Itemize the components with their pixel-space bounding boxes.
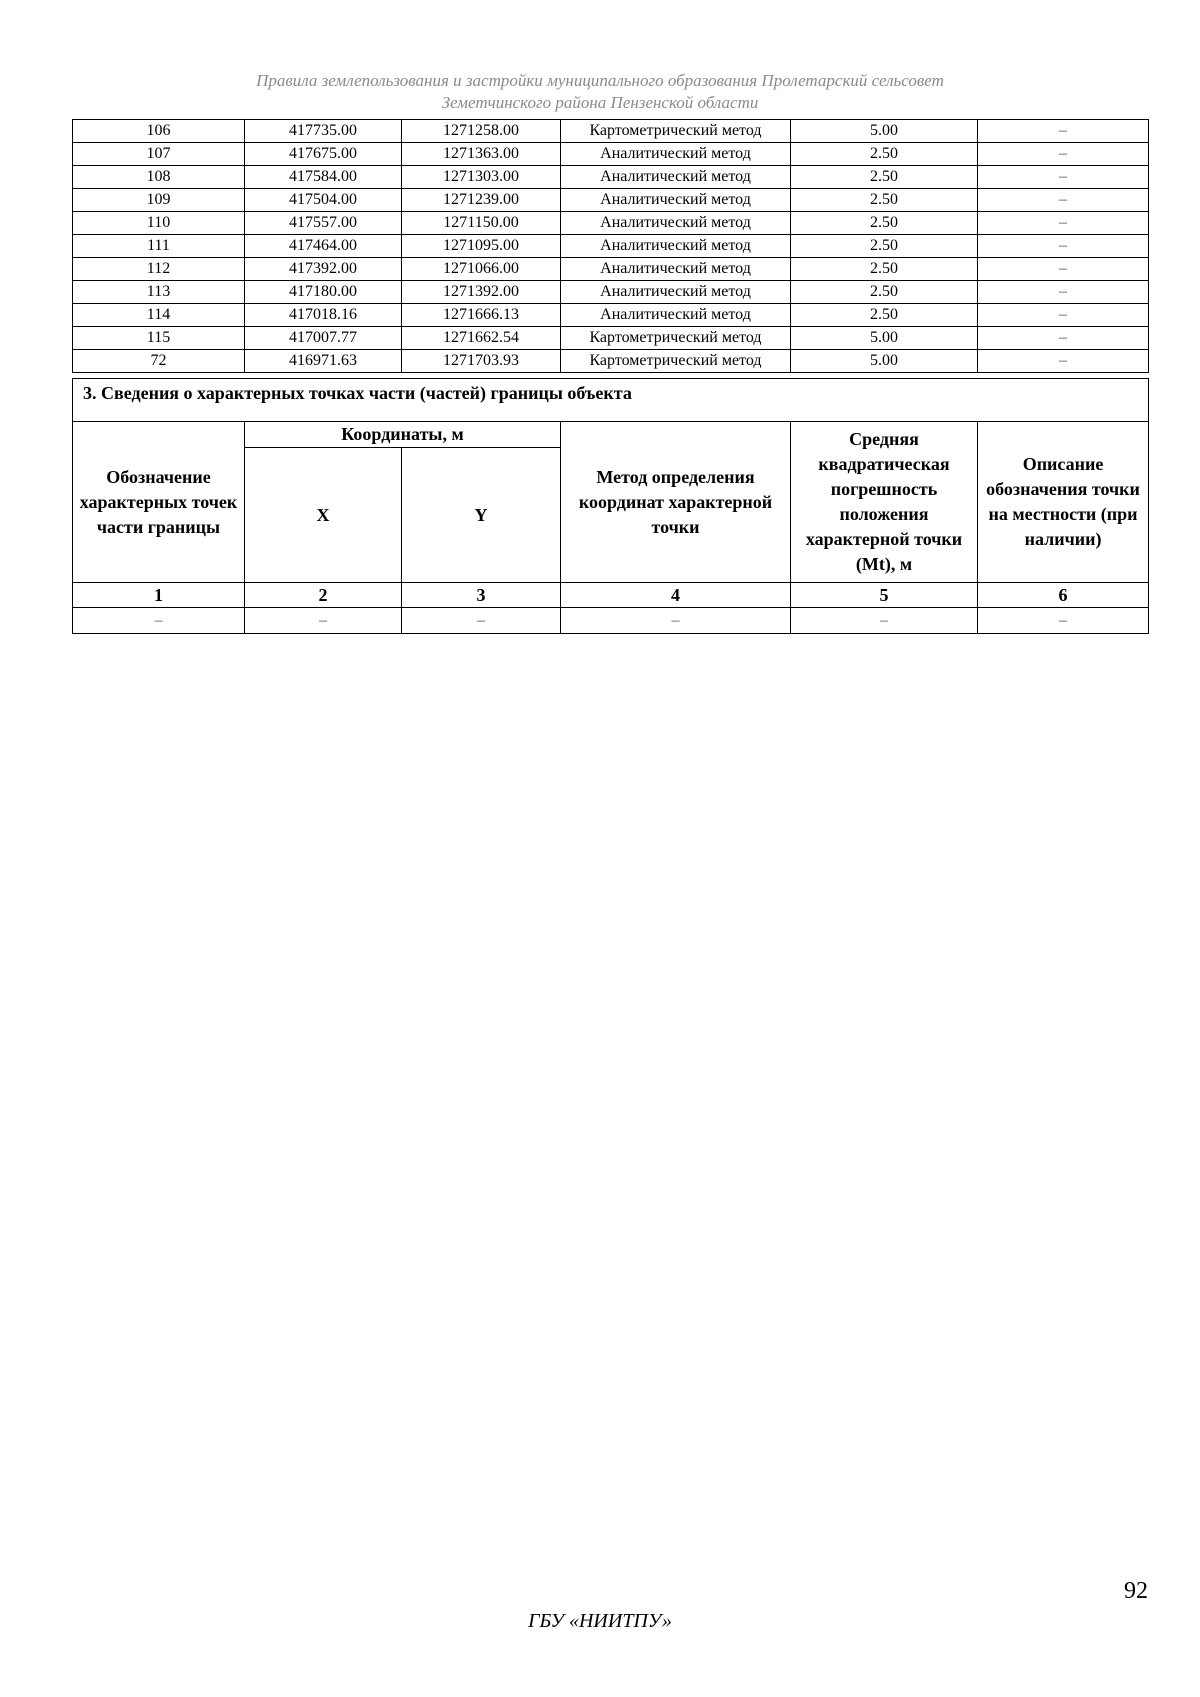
table-row xyxy=(73,235,1149,258)
x-cell: 417557.00 xyxy=(245,212,402,235)
description-cell: – xyxy=(978,304,1149,327)
col-number-6: 6 xyxy=(978,583,1149,608)
header-line-2: Земетчинского района Пензенской области xyxy=(441,93,759,112)
y-cell: 1271703.93 xyxy=(402,350,561,373)
x-cell: 417018.16 xyxy=(245,304,402,327)
page-number: 92 xyxy=(1124,1578,1148,1604)
error-cell: 2.50 xyxy=(791,189,978,212)
description-cell: – xyxy=(978,350,1149,373)
method-cell: Аналитический метод xyxy=(561,189,791,212)
y-cell: 1271392.00 xyxy=(402,281,561,304)
empty-row xyxy=(73,608,1149,634)
table-row xyxy=(73,120,1149,143)
x-cell: 417735.00 xyxy=(245,120,402,143)
point-cell: 110 xyxy=(73,212,245,235)
method-cell: Картометрический метод xyxy=(561,327,791,350)
document-header xyxy=(0,70,1200,114)
error-cell: 5.00 xyxy=(791,350,978,373)
description-cell: – xyxy=(978,235,1149,258)
col-number-3: 3 xyxy=(402,583,561,608)
y-cell: 1271095.00 xyxy=(402,235,561,258)
description-cell: – xyxy=(978,166,1149,189)
error-cell: 5.00 xyxy=(791,327,978,350)
coordinates-table xyxy=(72,119,1149,373)
point-cell: 112 xyxy=(73,258,245,281)
table-row xyxy=(73,166,1149,189)
method-cell: Аналитический метод xyxy=(561,281,791,304)
description-cell: – xyxy=(978,143,1149,166)
x-cell: 417675.00 xyxy=(245,143,402,166)
y-cell: 1271239.00 xyxy=(402,189,561,212)
method-cell: Аналитический метод xyxy=(561,235,791,258)
method-cell: Аналитический метод xyxy=(561,166,791,189)
x-cell: 417007.77 xyxy=(245,327,402,350)
header-method: Метод определения координат характерной точки xyxy=(561,422,791,583)
table-row xyxy=(73,143,1149,166)
empty-cell: – xyxy=(245,608,402,634)
description-cell: – xyxy=(978,212,1149,235)
error-cell: 5.00 xyxy=(791,120,978,143)
error-cell: 2.50 xyxy=(791,235,978,258)
method-cell: Аналитический метод xyxy=(561,258,791,281)
table-row xyxy=(73,189,1149,212)
empty-cell: – xyxy=(561,608,791,634)
y-cell: 1271662.54 xyxy=(402,327,561,350)
point-cell: 115 xyxy=(73,327,245,350)
description-cell: – xyxy=(978,327,1149,350)
point-cell: 109 xyxy=(73,189,245,212)
table-row xyxy=(73,212,1149,235)
error-cell: 2.50 xyxy=(791,281,978,304)
point-cell: 113 xyxy=(73,281,245,304)
y-cell: 1271258.00 xyxy=(402,120,561,143)
header-error xyxy=(791,422,978,583)
point-cell: 106 xyxy=(73,120,245,143)
table-row xyxy=(73,327,1149,350)
description-cell: – xyxy=(978,189,1149,212)
col-number-2: 2 xyxy=(245,583,402,608)
empty-cell: – xyxy=(73,608,245,634)
error-cell: 2.50 xyxy=(791,143,978,166)
description-cell: – xyxy=(978,281,1149,304)
y-cell: 1271066.00 xyxy=(402,258,561,281)
table-row xyxy=(73,281,1149,304)
y-cell: 1271363.00 xyxy=(402,143,561,166)
method-cell: Картометрический метод xyxy=(561,350,791,373)
point-cell: 111 xyxy=(73,235,245,258)
error-cell: 2.50 xyxy=(791,212,978,235)
point-cell: 72 xyxy=(73,350,245,373)
col-number-5: 5 xyxy=(791,583,978,608)
page-footer: ГБУ «НИИТПУ» xyxy=(528,1610,672,1632)
header-coordinates: Координаты, м xyxy=(245,422,561,448)
table-row xyxy=(73,304,1149,327)
col-number-4: 4 xyxy=(561,583,791,608)
x-cell: 417464.00 xyxy=(245,235,402,258)
method-cell: Аналитический метод xyxy=(561,304,791,327)
description-cell: – xyxy=(978,258,1149,281)
error-cell: 2.50 xyxy=(791,304,978,327)
header-description: Описание обозначения точки на местности (при наличии) xyxy=(978,422,1149,583)
x-cell: 417392.00 xyxy=(245,258,402,281)
header-y: Y xyxy=(402,448,561,583)
x-cell: 417504.00 xyxy=(245,189,402,212)
section3-table xyxy=(72,378,1149,634)
table-row xyxy=(73,258,1149,281)
empty-cell: – xyxy=(791,608,978,634)
method-cell: Картометрический метод xyxy=(561,120,791,143)
y-cell: 1271303.00 xyxy=(402,166,561,189)
x-cell: 417180.00 xyxy=(245,281,402,304)
error-cell: 2.50 xyxy=(791,166,978,189)
section3-title: 3. Сведения о характерных точках части (частей) границы объекта xyxy=(73,379,1149,422)
point-cell: 107 xyxy=(73,143,245,166)
col-number-1: 1 xyxy=(73,583,245,608)
method-cell: Аналитический метод xyxy=(561,143,791,166)
header-error-text: Средняя квадратическая погрешность положения характерной точки (Mt), м xyxy=(805,429,963,574)
y-cell: 1271666.13 xyxy=(402,304,561,327)
error-cell: 2.50 xyxy=(791,258,978,281)
empty-cell: – xyxy=(402,608,561,634)
x-cell: 416971.63 xyxy=(245,350,402,373)
header-line-1: Правила землепользования и застройки муниципального образования Пролетарский сельсовет xyxy=(256,71,944,90)
table-row xyxy=(73,350,1149,373)
method-cell: Аналитический метод xyxy=(561,212,791,235)
point-cell: 114 xyxy=(73,304,245,327)
header-x: X xyxy=(245,448,402,583)
description-cell: – xyxy=(978,120,1149,143)
point-cell: 108 xyxy=(73,166,245,189)
header-point-designation: Обозначение характерных точек части границы xyxy=(73,422,245,583)
y-cell: 1271150.00 xyxy=(402,212,561,235)
x-cell: 417584.00 xyxy=(245,166,402,189)
empty-cell: – xyxy=(978,608,1149,634)
